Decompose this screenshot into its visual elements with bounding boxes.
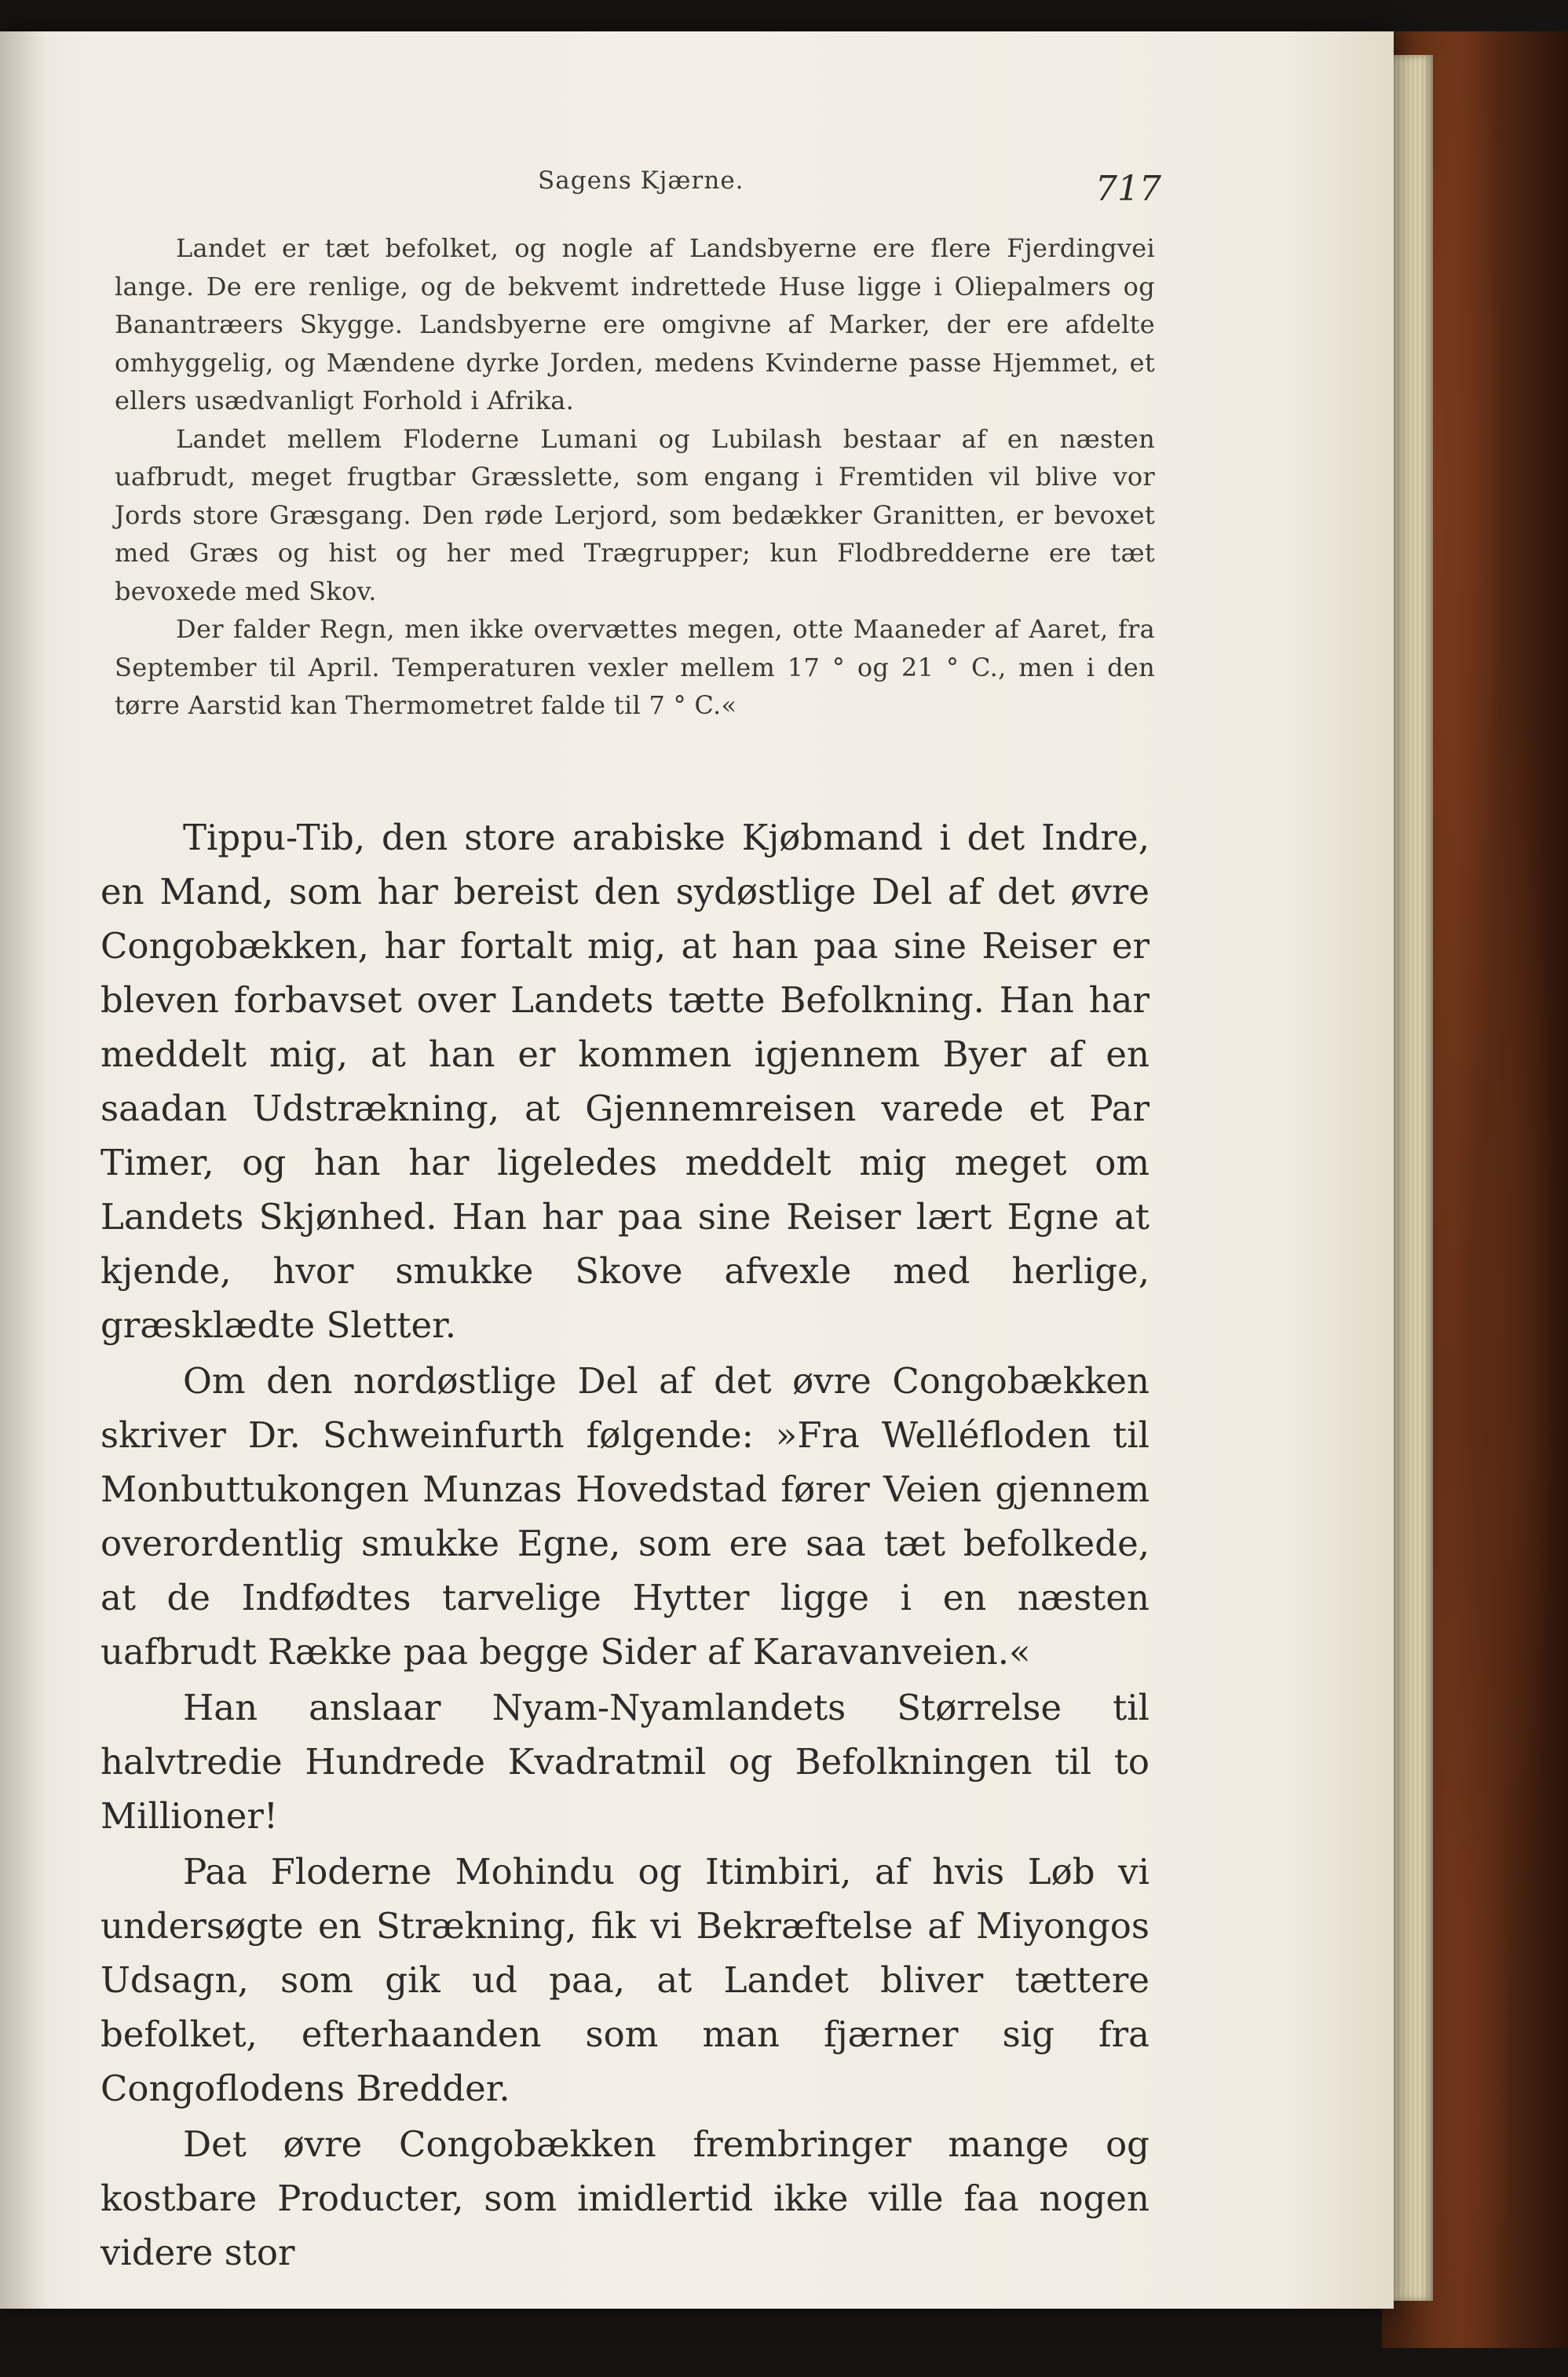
gutter-shadow bbox=[0, 31, 47, 2309]
body-paragraph: Tippu-Tib, den store arabiske Kjøbmand i det Indre, en Mand, som har bereist den sydøstlige Del af det øvre Congobækken, har fortalt mig, at han paa sine Reiser er bleven forbavset over Landets tætte Befolkning. Han har meddelt mig, at han er kommen igjennem Byer af en saadan Udstrækning, at Gjennemreisen varede et Par Timer, og han har ligeledes meddelt mig meget om Landets Skjønhed. Han har paa sine Reiser lært Egne at kjende, hvor smukke Skove afvexle med herlige, græsklædte Sletter. bbox=[101, 817, 1150, 1346]
body-paragraph: Det øvre Congobækken frembringer mange og kostbare Producter, som imidlertid ikke ville faa nogen videre stor bbox=[101, 2123, 1150, 2273]
body-paragraph: Om den nordøstlige Del af det øvre Congobækken skriver Dr. Schweinfurth følgende: »Fra Welléfloden til Monbuttukongen Munzas Hovedstad fører Veien gjennem overordentlig smukke Egne, som ere saa tæt befolkede, at de Indfødtes tarvelige Hytter ligge i en næsten uafbrudt Række paa begge Sider af Karavanveien.« bbox=[101, 1360, 1150, 1673]
body-text bbox=[101, 810, 1150, 2281]
quoted-passage bbox=[115, 229, 1155, 725]
quote-paragraph: Der falder Regn, men ikke overvættes megen, otte Maaneder af Aaret, fra September til April. Temperaturen vexler mellem 17 ° og 21 ° C., men i den tørre Aarstid kan Thermometret falde til 7 ° C.« bbox=[115, 614, 1155, 720]
quote-paragraph: Landet er tæt befolket, og nogle af Landsbyerne ere flere Fjerdingvei lange. De ere renlige, og de bekvemt indrettede Huse ligge i Oliepalmers og Banantræers Skygge. Landsbyerne ere omgivne af Marker, der ere afdelte omhyggelig, og Mændene dyrke Jorden, medens Kvinderne passe Hjemmet, et ellers usædvanligt Forhold i Afrika. bbox=[115, 233, 1155, 415]
running-head: Sagens Kjærne. bbox=[538, 166, 744, 195]
quote-paragraph: Landet mellem Floderne Lumani og Lubilash bestaar af en næsten uafbrudt, meget frugtbar Græsslette, som engang i Fremtiden vil blive vor Jords store Græsgang. Den røde Lerjord, som bedækker Granitten, er bevoxet med Græs og hist og her med Trægrupper; kun Flodbredderne ere tæt bevoxede med Skov. bbox=[115, 423, 1155, 606]
page-number: 717 bbox=[1095, 169, 1161, 209]
body-paragraph: Han anslaar Nyam-Nyamlandets Størrelse til halvtredie Hundrede Kvadratmil og Befolkningen til to Millioner! bbox=[101, 1687, 1150, 1837]
body-paragraph: Paa Floderne Mohindu og Itimbiri, af hvis Løb vi undersøgte en Strækning, fik vi Bekræftelse af Miyongos Udsagn, som gik ud paa, at Landet bliver tættere befolket, efterhaanden som man fjærner sig fra Congoflodens Bredder. bbox=[101, 1851, 1150, 2109]
